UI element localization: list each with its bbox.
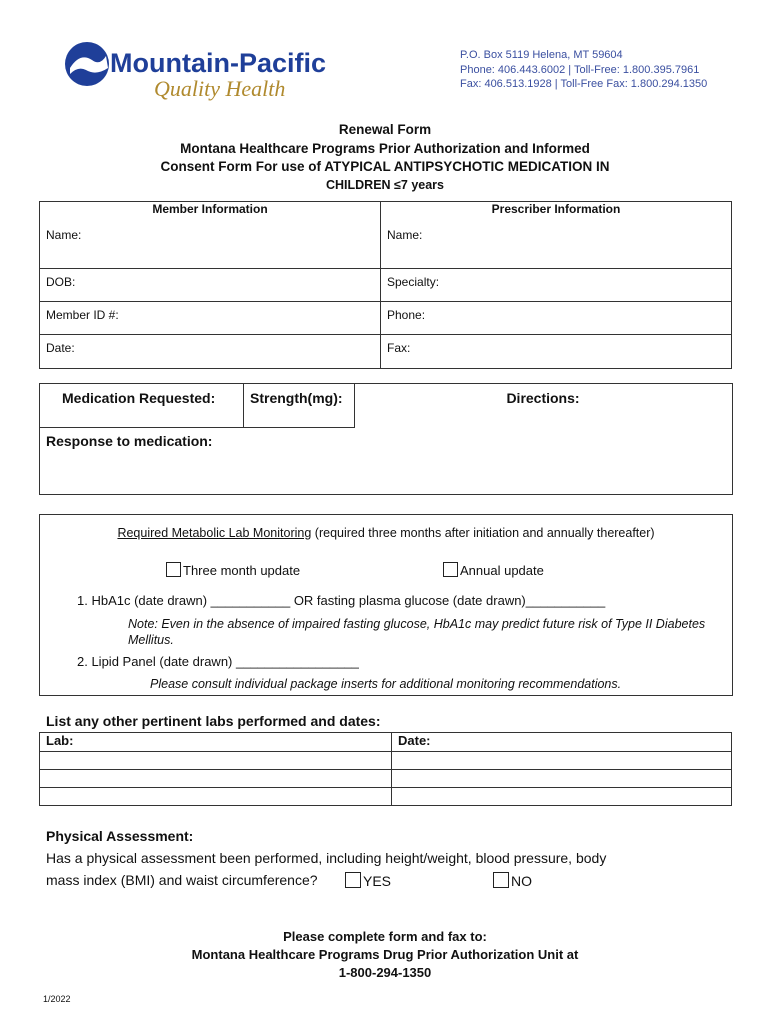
response-label: Response to medication: [46,433,213,449]
lab-column-header: Lab: [40,733,392,752]
prescriber-info-header: Prescriber Information [381,202,732,226]
lab-cell[interactable] [40,752,392,770]
phone-info: Phone: 406.443.6002 | Toll-Free: 1.800.395.7961 [460,63,700,76]
date-column-header: Date: [392,733,732,752]
yes-checkbox[interactable] [345,872,361,888]
contact-info [460,48,707,92]
member-id-field[interactable]: Member ID #: [40,302,381,335]
date-cell[interactable] [392,752,732,770]
physical-question-line1: Has a physical assessment been performed, including height/weight, blood pressure, body [46,850,607,866]
strength-label: Strength(mg): [250,390,343,406]
prescriber-phone-field[interactable]: Phone: [381,302,732,335]
hba1c-note: Note: Even in the absence of impaired fasting glucose, HbA1c may predict future risk of Type II Diabetes Mellitus. [128,617,706,647]
annual-option[interactable]: Annual update [443,562,544,578]
lab-cell[interactable] [40,770,392,788]
lipid-panel-line[interactable]: 2. Lipid Panel (date drawn) _________________ [77,654,359,669]
no-option[interactable]: NO [493,872,532,889]
member-info-header: Member Information [40,202,381,226]
physical-assessment-heading: Physical Assessment: [46,828,194,844]
member-name-field[interactable]: Name: [40,226,381,269]
prescriber-fax-field[interactable]: Fax: [381,335,732,369]
directions-label: Directions: [506,390,580,406]
form-title-line1: Renewal Form [338,122,432,137]
mountain-pacific-logo [62,38,372,104]
revision-date: 1/2022 [43,994,71,1004]
no-checkbox[interactable] [493,872,509,888]
date-cell[interactable] [392,770,732,788]
lab-cell[interactable] [40,788,392,806]
physical-question-line2: mass index (BMI) and waist circumference? [46,872,318,888]
address: P.O. Box 5119 Helena, MT 59604 [460,49,623,61]
brand-top: Mountain-Pacific [110,48,327,78]
footer-line2: Montana Healthcare Programs Drug Prior Authorization Unit at [191,947,579,962]
hba1c-line[interactable]: 1. HbA1c (date drawn) ___________ OR fasting plasma glucose (date drawn)___________ [77,593,606,608]
brand-bottom: Quality Health [154,76,286,101]
form-title-line4: CHILDREN ≤7 years [325,178,444,192]
form-title-line2: Montana Healthcare Programs Prior Authorization and Informed [180,141,590,156]
three-month-checkbox[interactable] [166,562,181,577]
form-title-line3: Consent Form For use of ATYPICAL ANTIPSYCHOTIC MEDICATION IN [160,159,610,174]
prescriber-name-field[interactable]: Name: [381,226,732,269]
other-labs-heading: List any other pertinent labs performed and dates: [46,713,381,729]
fax-info: Fax: 406.513.1928 | Toll-Free Fax: 1.800.294.1350 [460,78,708,90]
lab-monitoring-heading: Required Metabolic Lab Monitoring (required three months after initiation and annually thereafter) [117,526,655,540]
yes-option[interactable]: YES [345,872,391,889]
medication-requested-label: Medication Requested: [62,390,216,406]
three-month-option[interactable]: Three month update [166,562,300,578]
member-dob-field[interactable]: DOB: [40,269,381,302]
member-prescriber-table [39,201,732,369]
annual-checkbox[interactable] [443,562,458,577]
prescriber-specialty-field[interactable]: Specialty: [381,269,732,302]
date-cell[interactable] [392,788,732,806]
footer-line3: 1-800-294-1350 [338,965,432,980]
member-date-field[interactable]: Date: [40,335,381,369]
other-labs-table [39,732,732,806]
footer-line1: Please complete form and fax to: [283,929,487,944]
consult-inserts-note: Please consult individual package inserts for additional monitoring recommendations. [150,677,622,691]
